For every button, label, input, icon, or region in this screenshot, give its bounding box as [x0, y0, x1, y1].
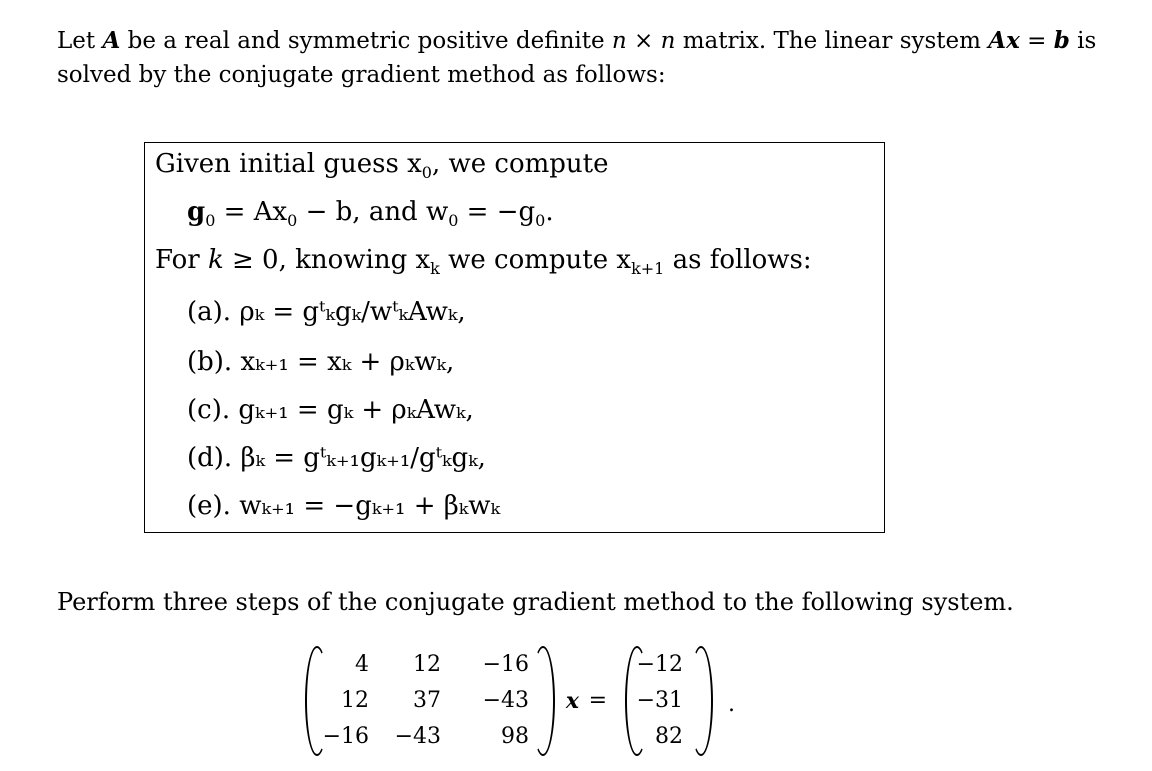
rhs-cell: −12	[636, 652, 683, 677]
intro-text-3: matrix. The linear system	[675, 28, 989, 54]
step-d: (d). βₖ = gᵗₖ₊₁gₖ₊₁/gᵗₖgₖ,	[187, 443, 486, 473]
matrix-cell: −16	[322, 724, 369, 749]
line2-rest2: − b, and w	[297, 197, 449, 227]
matrix-cell: −43	[482, 688, 529, 713]
equals-sign: =	[588, 688, 607, 713]
matrix-cell: 98	[501, 724, 529, 749]
intro-text-1: Let	[57, 28, 103, 54]
intro-paragraph	[57, 24, 1117, 92]
g-symbol: g	[187, 197, 206, 227]
equals-symbol: =	[1019, 28, 1054, 54]
line1-end: , we compute	[431, 149, 609, 179]
x-symbol: x	[565, 688, 579, 714]
k-symbol: k	[207, 245, 224, 275]
step-e: (e). wₖ₊₁ = −gₖ₊₁ + βₖwₖ	[187, 491, 501, 521]
line2-end: .	[545, 197, 554, 227]
line1-sub: 0	[421, 163, 432, 183]
matrix-cell: −43	[394, 724, 441, 749]
step-a: (a). ρₖ = gᵗₖgₖ/wᵗₖAwₖ,	[187, 297, 466, 327]
line3-pre: For	[155, 245, 208, 275]
matrix-cell: 12	[341, 688, 369, 713]
matrix-cell: 37	[413, 688, 441, 713]
g2-sub: 0	[535, 211, 546, 231]
rhs-cell: −31	[636, 688, 683, 713]
step-c: (c). gₖ₊₁ = gₖ + ρₖAwₖ,	[187, 395, 474, 425]
algorithm-line-3	[155, 245, 812, 278]
line2-rest3: = −g	[458, 197, 536, 227]
Ax-symbol: Ax	[988, 27, 1020, 54]
intro-text-4: is solved by the conjugate gradient method as follows:	[57, 28, 1097, 88]
period: .	[728, 692, 735, 717]
matrix-cell: 4	[355, 652, 369, 677]
line2-rest: = Ax	[215, 197, 288, 227]
matrix-A-symbol: A	[102, 27, 121, 54]
task-statement: Perform three steps of the conjugate gradient method to the following system.	[57, 588, 1014, 616]
line3-mid2: we compute x	[439, 245, 632, 275]
w-sub: 0	[448, 211, 459, 231]
right-paren-icon	[531, 646, 555, 756]
dimension-symbol: n × n	[611, 28, 676, 54]
b-symbol: b	[1053, 27, 1070, 54]
intro-text-2: be a real and symmetric positive definite	[120, 28, 612, 54]
matrix-cell: −16	[482, 652, 529, 677]
line3-end: as follows:	[664, 245, 812, 275]
algorithm-line-1	[155, 149, 609, 182]
line3-sub: k	[430, 259, 440, 279]
line1-text: Given initial guess x	[155, 149, 422, 179]
algorithm-box	[144, 142, 885, 533]
linear-system	[305, 646, 745, 756]
rhs-cell: 82	[655, 724, 683, 749]
x-sub: 0	[287, 211, 298, 231]
line3-sub2: k+1	[631, 259, 665, 279]
line3-mid: ≥ 0, knowing x	[223, 245, 431, 275]
right-paren-rhs-icon	[689, 646, 713, 756]
step-b: (b). xₖ₊₁ = xₖ + ρₖwₖ,	[187, 347, 455, 377]
matrix-cell: 12	[413, 652, 441, 677]
algorithm-line-2	[187, 197, 554, 230]
g-sub: 0	[205, 211, 216, 231]
